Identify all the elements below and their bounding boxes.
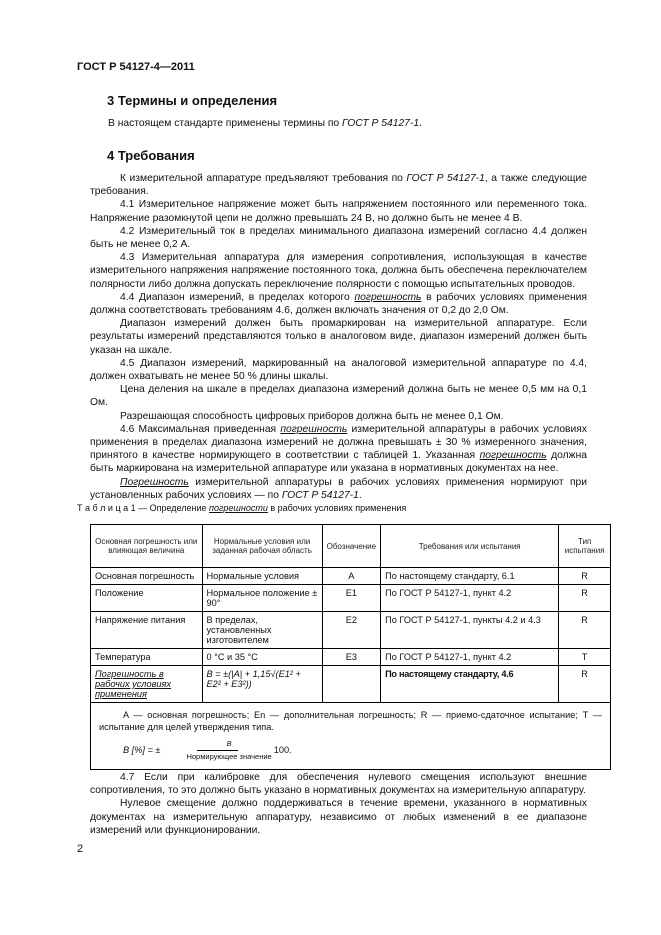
paragraph-4-intro: К измерительной аппаратуре предъявляют требования по ГОСТ Р 54127-1, а также следующие требования. bbox=[90, 173, 587, 198]
table-header-cell: Тип испытания bbox=[559, 525, 611, 568]
paragraph-4-7: 4.7 Если при калибровке для обеспечения нулевого смещения используют внешние сопротивления, то это должно быть указано в нормативных документах на измерительную аппаратуру. bbox=[90, 772, 587, 797]
paragraph-4-5: 4.5 Диапазон измерений, маркированный на аналоговой измерительной аппаратуре по 4.4, должен охватывать не менее 50 % длины шкалы. bbox=[90, 357, 587, 383]
paragraph-4-2: 4.2 Измерительный ток в пределах минимального диапазона измерений согласно 4.4 должен быть не менее 0,2 А. bbox=[90, 225, 587, 251]
table-cell: По ГОСТ Р 54127-1, пункты 4.2 и 4.3 bbox=[381, 612, 559, 649]
table-cell: A bbox=[322, 568, 380, 585]
table-cell: Нормальные условия bbox=[202, 568, 322, 585]
table-cell: R bbox=[559, 568, 611, 585]
paragraph-4-4: 4.4 Диапазон измерений, в пределах которого погрешность в рабочих условиях применения должна соответствовать требованиям 4.6, должен включать значения от 0,2 до 2,0 Ом. bbox=[90, 291, 587, 317]
table-note-row bbox=[91, 703, 611, 770]
paragraph-terms: В настоящем стандарте применены термины по ГОСТ Р 54127-1. bbox=[108, 118, 422, 129]
section-3-body bbox=[90, 117, 587, 130]
table-row bbox=[91, 612, 611, 649]
section-3-title: 3 Термины и определения bbox=[107, 93, 278, 108]
table-header-cell: Основная погрешность или влияющая величина bbox=[91, 525, 203, 568]
formula-fraction: $\frac{B}{\text{Нормирующее значение}}$ bbox=[186, 739, 272, 761]
table-cell: R bbox=[559, 612, 611, 649]
paragraph-4-5-b: Цена деления на шкале в пределах диапазона измерений должна быть не менее 0,5 мм на 0,1 Ом. bbox=[90, 384, 587, 409]
formula-cell: B = ±(|A| + 1,15√(E1² + E2² + E3²)) bbox=[202, 666, 322, 703]
paragraph-4-1: 4.1 Измерительное напряжение может быть напряжением постоянного или переменного тока. Напряжение разомкнутой цепи не должно превышать 24 В, но должно быть не менее 4 В. bbox=[90, 199, 587, 224]
table-cell: Основная погрешность bbox=[91, 568, 203, 585]
table-cell: Положение bbox=[91, 585, 203, 612]
table-cell: 0 °C и 35 °C bbox=[202, 649, 322, 666]
table-cell: По настоящему стандарту, 4.6 bbox=[381, 666, 559, 703]
table-row bbox=[91, 649, 611, 666]
table-cell bbox=[322, 666, 380, 703]
table-cell: Погрешность в рабочих условиях применения bbox=[91, 666, 203, 703]
table-row bbox=[91, 568, 611, 585]
table-cell: По ГОСТ Р 54127-1, пункт 4.2 bbox=[381, 649, 559, 666]
paragraph-4-6-b: Погрешность измерительной аппаратуры в рабочих условиях применения нормируют при установленных рабочих условиях — по ГОСТ Р 54127-1. bbox=[90, 476, 587, 501]
table-cell: E3 bbox=[322, 649, 380, 666]
table-cell: Нормальное положение ± 90° bbox=[202, 585, 322, 612]
page-number: 2 bbox=[77, 843, 84, 855]
table-header-cell: Обозначение bbox=[322, 525, 380, 568]
table-cell: E1 bbox=[322, 585, 380, 612]
paragraph-4-6: 4.6 Максимальная приведенная погрешность измерительной аппаратуры в рабочих условиях применения в пределах диапазона измерений не должна превышать ± 30 % измеренного значения, принятого в качестве нормирующего в соответствии с таблицей 1. Указанная погрешность должна быть маркирована на измерительной аппаратуре или указана в нормативных документах на нее. bbox=[90, 423, 587, 475]
section-4-body bbox=[90, 172, 587, 502]
table-cell: R bbox=[559, 666, 611, 703]
table-cell: Температура bbox=[91, 649, 203, 666]
document-header: ГОСТ Р 54127-4—2011 bbox=[77, 61, 195, 73]
table-note bbox=[91, 703, 611, 770]
table-cell: Напряжение питания bbox=[91, 612, 203, 649]
section-4-7-body bbox=[90, 771, 587, 837]
table-cell: В пределах, установленных изготовителем bbox=[202, 612, 322, 649]
error-definition-table bbox=[90, 524, 611, 770]
table-cell: По ГОСТ Р 54127-1, пункт 4.2 bbox=[381, 585, 559, 612]
note-formula: B [%] = ± $\frac{B}{\text{Нормирующее значение}}$ 100. bbox=[123, 739, 292, 761]
table-header-cell: Нормальные условия или заданная рабочая область bbox=[202, 525, 322, 568]
paragraph-4-3: 4.3 Измерительная аппаратура для измерения сопротивления, использующая в качестве измерительного напряжения напряжение постоянного тока, должна быть обеспечена переключателем полярности либо должна допускать переключение полярности с помощью испытательных проводов. bbox=[90, 252, 587, 290]
table-header-cell: Требования или испытания bbox=[381, 525, 559, 568]
table-cell: E2 bbox=[322, 612, 380, 649]
table-header-row bbox=[91, 525, 611, 568]
table-cell: R bbox=[559, 585, 611, 612]
paragraph-4-7-b: Нулевое смещение должно поддерживаться в течение времени, указанного в нормативных документах на измерительную аппаратуру, независимо от любых изменений в ее диапазоне измерений или функционировании. bbox=[90, 798, 587, 836]
table-cell: T bbox=[559, 649, 611, 666]
table-row bbox=[91, 666, 611, 703]
paragraph-4-4-b: Диапазон измерений должен быть промаркирован на измерительной аппаратуре. Если результаты измерений представляются только в аналоговом виде, диапазон измерений должен быть указан на шкале. bbox=[90, 318, 587, 356]
section-4-title: 4 Требования bbox=[107, 148, 195, 163]
table-row bbox=[91, 585, 611, 612]
note-legend: A — основная погрешность; En — дополнительная погрешность; R — приемо-сдаточное испытание; T — испытание для целей утверждения типа. bbox=[99, 710, 602, 732]
table-cell: По настоящему стандарту, 6.1 bbox=[381, 568, 559, 585]
table-caption: Т а б л и ц а 1 — Определение погрешности в рабочих условиях применения bbox=[77, 503, 407, 513]
paragraph-4-5-c: Разрешающая способность цифровых приборов должна быть не менее 0,1 Ом. bbox=[120, 410, 504, 422]
